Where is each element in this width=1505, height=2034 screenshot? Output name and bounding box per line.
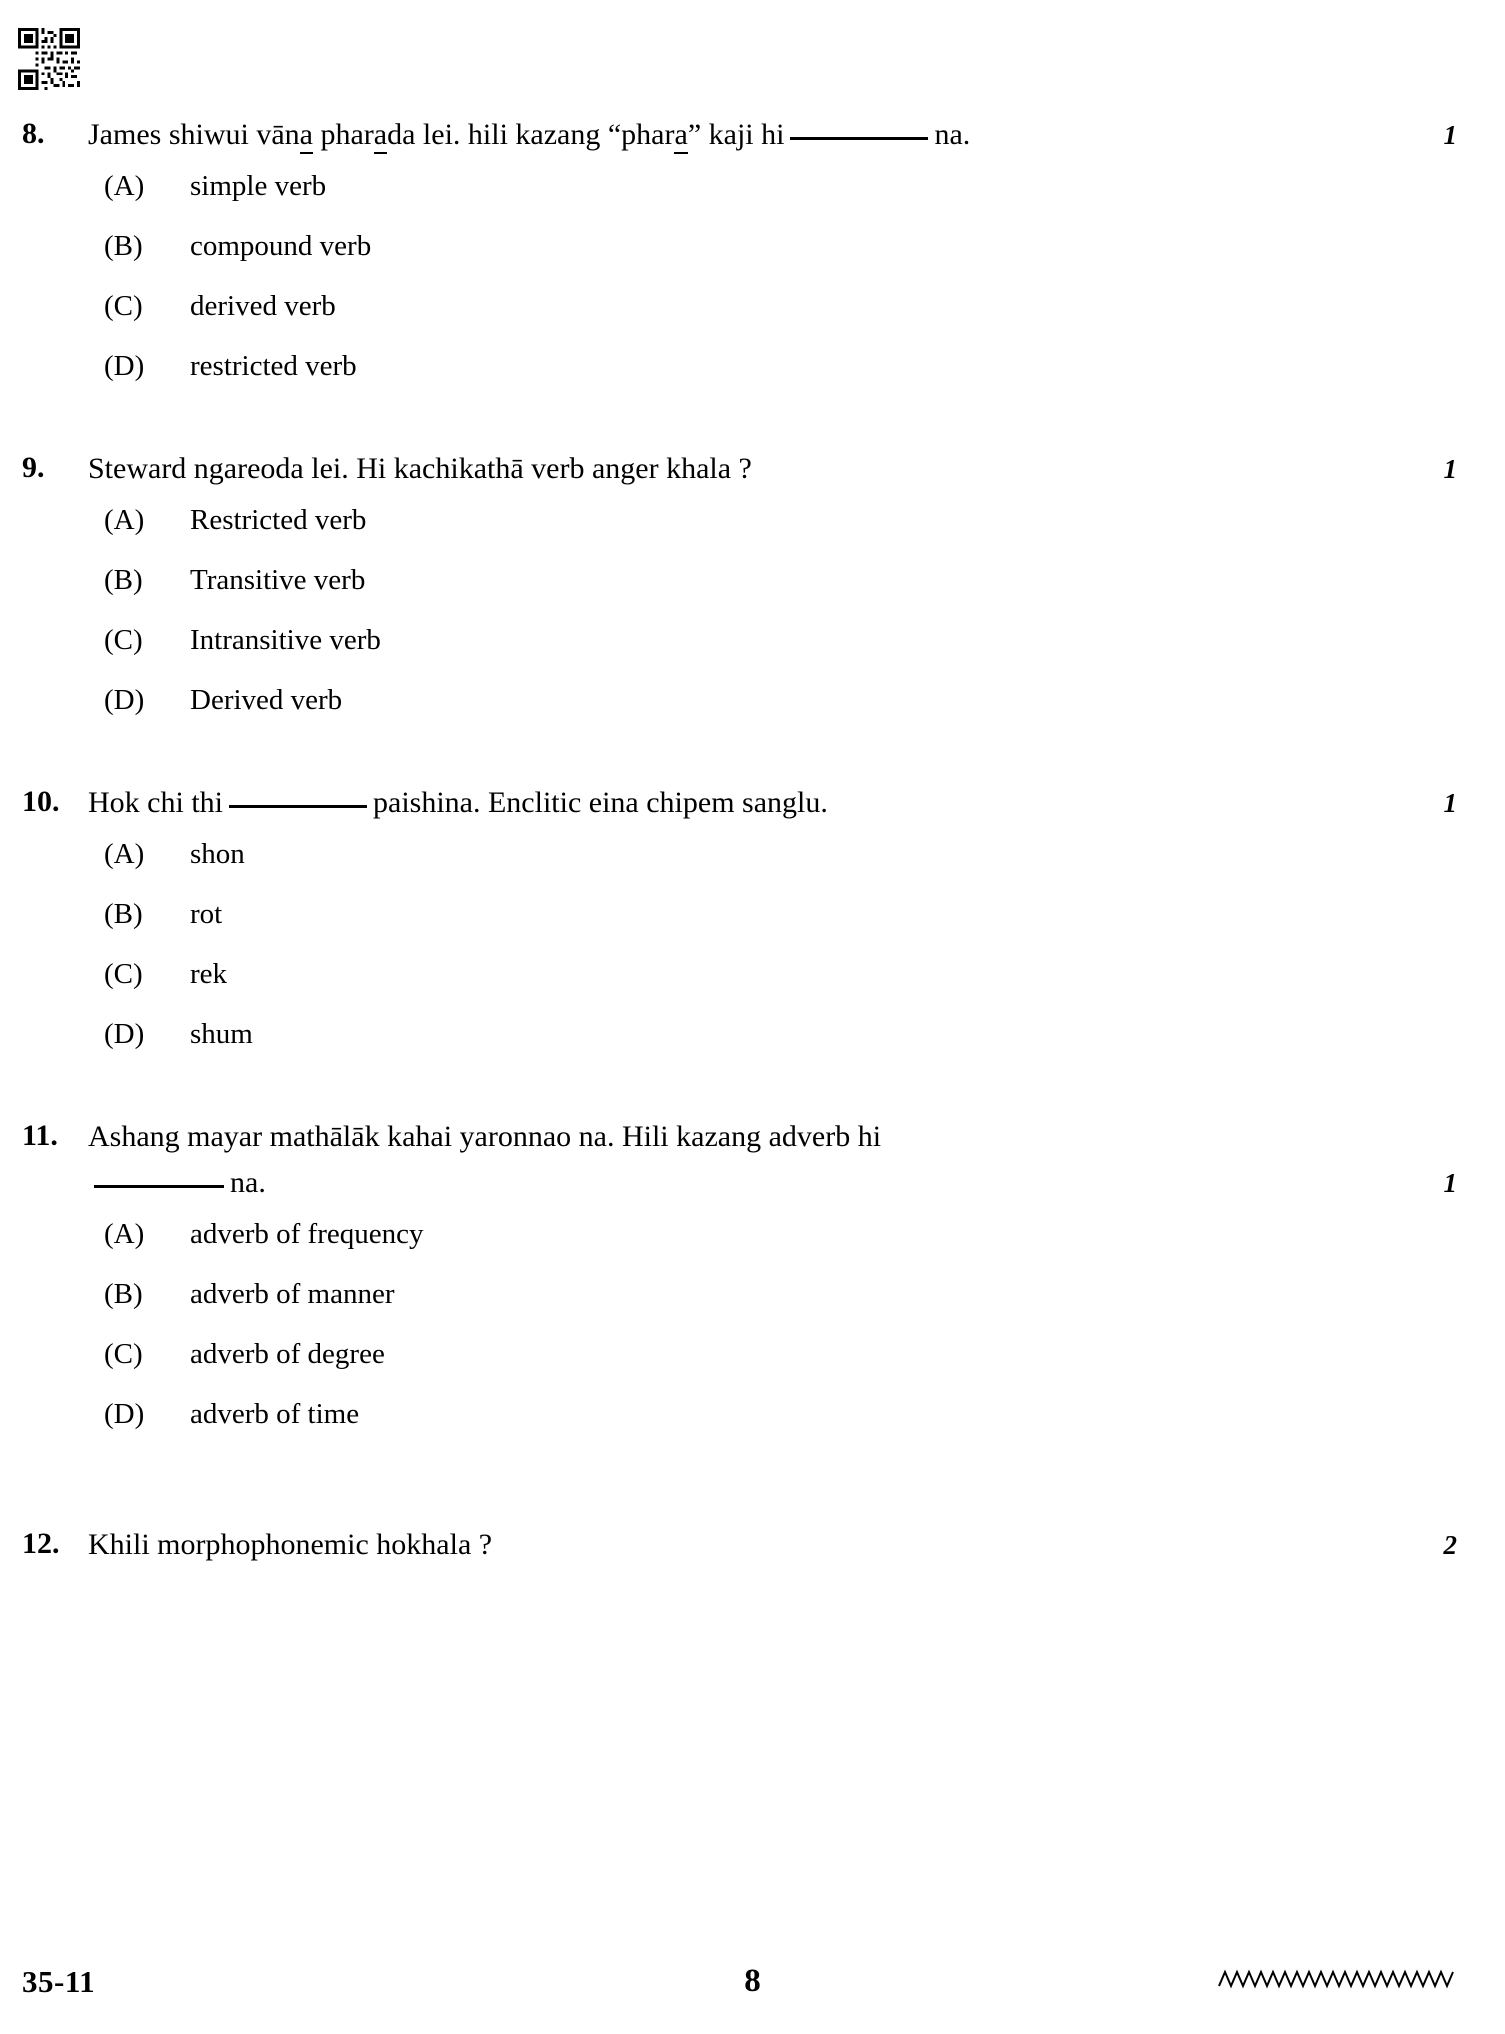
paper-code: 35-11: [22, 1964, 96, 1999]
question-10-number: 10.: [22, 785, 60, 818]
question-10-text-after-blank: paishina. Enclitic eina chipem sanglu.: [373, 786, 828, 819]
option-text: Derived verb: [190, 684, 343, 716]
spacer: [0, 1078, 1505, 1114]
option-label: (D): [104, 1018, 145, 1050]
question-8-stem-row: [0, 112, 1505, 158]
option-row[interactable]: [0, 1338, 1505, 1398]
option-label: (D): [104, 684, 145, 716]
option-text: rot: [190, 898, 223, 930]
option-text: adverb of degree: [190, 1338, 385, 1370]
option-row[interactable]: [0, 838, 1505, 898]
question-9-number: 9.: [22, 451, 45, 484]
option-label: (C): [104, 958, 143, 990]
question-10-stem-row: [0, 780, 1505, 826]
option-text: adverb of time: [190, 1398, 360, 1430]
decorative-squiggle-icon: [1217, 1966, 1457, 1992]
option-row[interactable]: [0, 898, 1505, 958]
question-12: [0, 1522, 1505, 1568]
option-text: Restricted verb: [190, 504, 367, 536]
question-9-options: [0, 504, 1505, 744]
question-8-text-before-blank: James shiwui vāna pharada lei. hili kazang “phara” kaji hi: [88, 118, 784, 154]
option-label: (B): [104, 564, 143, 596]
option-row[interactable]: [0, 170, 1505, 230]
option-row[interactable]: [0, 230, 1505, 290]
question-8-number: 8.: [22, 117, 45, 150]
question-11-marks: 1: [1443, 1168, 1457, 1198]
question-10: [0, 780, 1505, 1078]
option-row[interactable]: [0, 1218, 1505, 1278]
option-label: (A): [104, 838, 145, 870]
option-text: shum: [190, 1018, 253, 1050]
question-11: [0, 1114, 1505, 1458]
option-label: (A): [104, 170, 145, 202]
question-10-options: [0, 838, 1505, 1078]
option-label: (A): [104, 504, 145, 536]
qr-code-icon: [18, 28, 80, 90]
question-11-text: [88, 1114, 1505, 1206]
option-row[interactable]: [0, 1018, 1505, 1078]
option-label: (C): [104, 1338, 143, 1370]
question-11-answer-blank[interactable]: [94, 1167, 224, 1188]
question-11-options: [0, 1218, 1505, 1458]
option-row[interactable]: [0, 1398, 1505, 1458]
question-8-text: [88, 112, 1505, 158]
question-11-stem-row: [0, 1114, 1505, 1206]
question-8-options: [0, 170, 1505, 410]
option-text: compound verb: [190, 230, 372, 262]
spacer: [0, 744, 1505, 780]
option-row[interactable]: [0, 290, 1505, 350]
option-label: (B): [104, 1278, 143, 1310]
question-10-marks: 1: [1443, 788, 1457, 818]
option-text: rek: [190, 958, 228, 990]
question-12-marks: 2: [1443, 1530, 1457, 1560]
option-label: (A): [104, 1218, 145, 1250]
spacer: [0, 1458, 1505, 1494]
question-8-marks: 1: [1443, 120, 1457, 150]
option-text: adverb of frequency: [190, 1218, 424, 1250]
spacer: [0, 1494, 1505, 1522]
option-row[interactable]: [0, 684, 1505, 744]
option-text: derived verb: [190, 290, 336, 322]
question-9-stem-row: [0, 446, 1505, 492]
question-8: [0, 112, 1505, 410]
question-9-marks: 1: [1443, 454, 1457, 484]
page-number: 8: [744, 1963, 761, 1999]
option-row[interactable]: [0, 624, 1505, 684]
questions-container: [0, 112, 1505, 1568]
option-text: shon: [190, 838, 245, 870]
option-row[interactable]: [0, 1278, 1505, 1338]
question-12-number: 12.: [22, 1527, 60, 1560]
question-10-text-before-blank: Hok chi thi: [88, 786, 223, 819]
option-row[interactable]: [0, 350, 1505, 410]
option-label: (C): [104, 624, 143, 656]
option-text: Intransitive verb: [190, 624, 381, 656]
question-10-answer-blank[interactable]: [229, 787, 367, 808]
question-11-text-after-blank: na.: [230, 1166, 266, 1199]
option-text: adverb of manner: [190, 1278, 395, 1310]
question-8-text-after-blank: na.: [934, 118, 971, 151]
option-text: restricted verb: [190, 350, 357, 382]
question-9-text: Steward ngareoda lei. Hi kachikathā verb anger khala ?: [88, 452, 752, 485]
question-12-text: Khili morphophonemic hokhala ?: [88, 1528, 493, 1561]
question-11-text-line1: Ashang mayar mathālāk kahai yaronnao na. Hili kazang adverb hi: [88, 1120, 882, 1153]
page-footer: [0, 1944, 1505, 2000]
option-label: (B): [104, 230, 143, 262]
question-8-answer-blank[interactable]: [790, 119, 928, 140]
question-10-text: [88, 780, 1505, 826]
option-label: (D): [104, 350, 145, 382]
spacer: [0, 410, 1505, 446]
question-11-number: 11.: [22, 1119, 58, 1152]
option-label: (C): [104, 290, 143, 322]
option-text: Transitive verb: [190, 564, 366, 596]
option-row[interactable]: [0, 504, 1505, 564]
option-row[interactable]: [0, 958, 1505, 1018]
option-label: (D): [104, 1398, 145, 1430]
question-12-stem-row: [0, 1522, 1505, 1568]
option-text: simple verb: [190, 170, 327, 202]
question-9: [0, 446, 1505, 744]
option-label: (B): [104, 898, 143, 930]
option-row[interactable]: [0, 564, 1505, 624]
